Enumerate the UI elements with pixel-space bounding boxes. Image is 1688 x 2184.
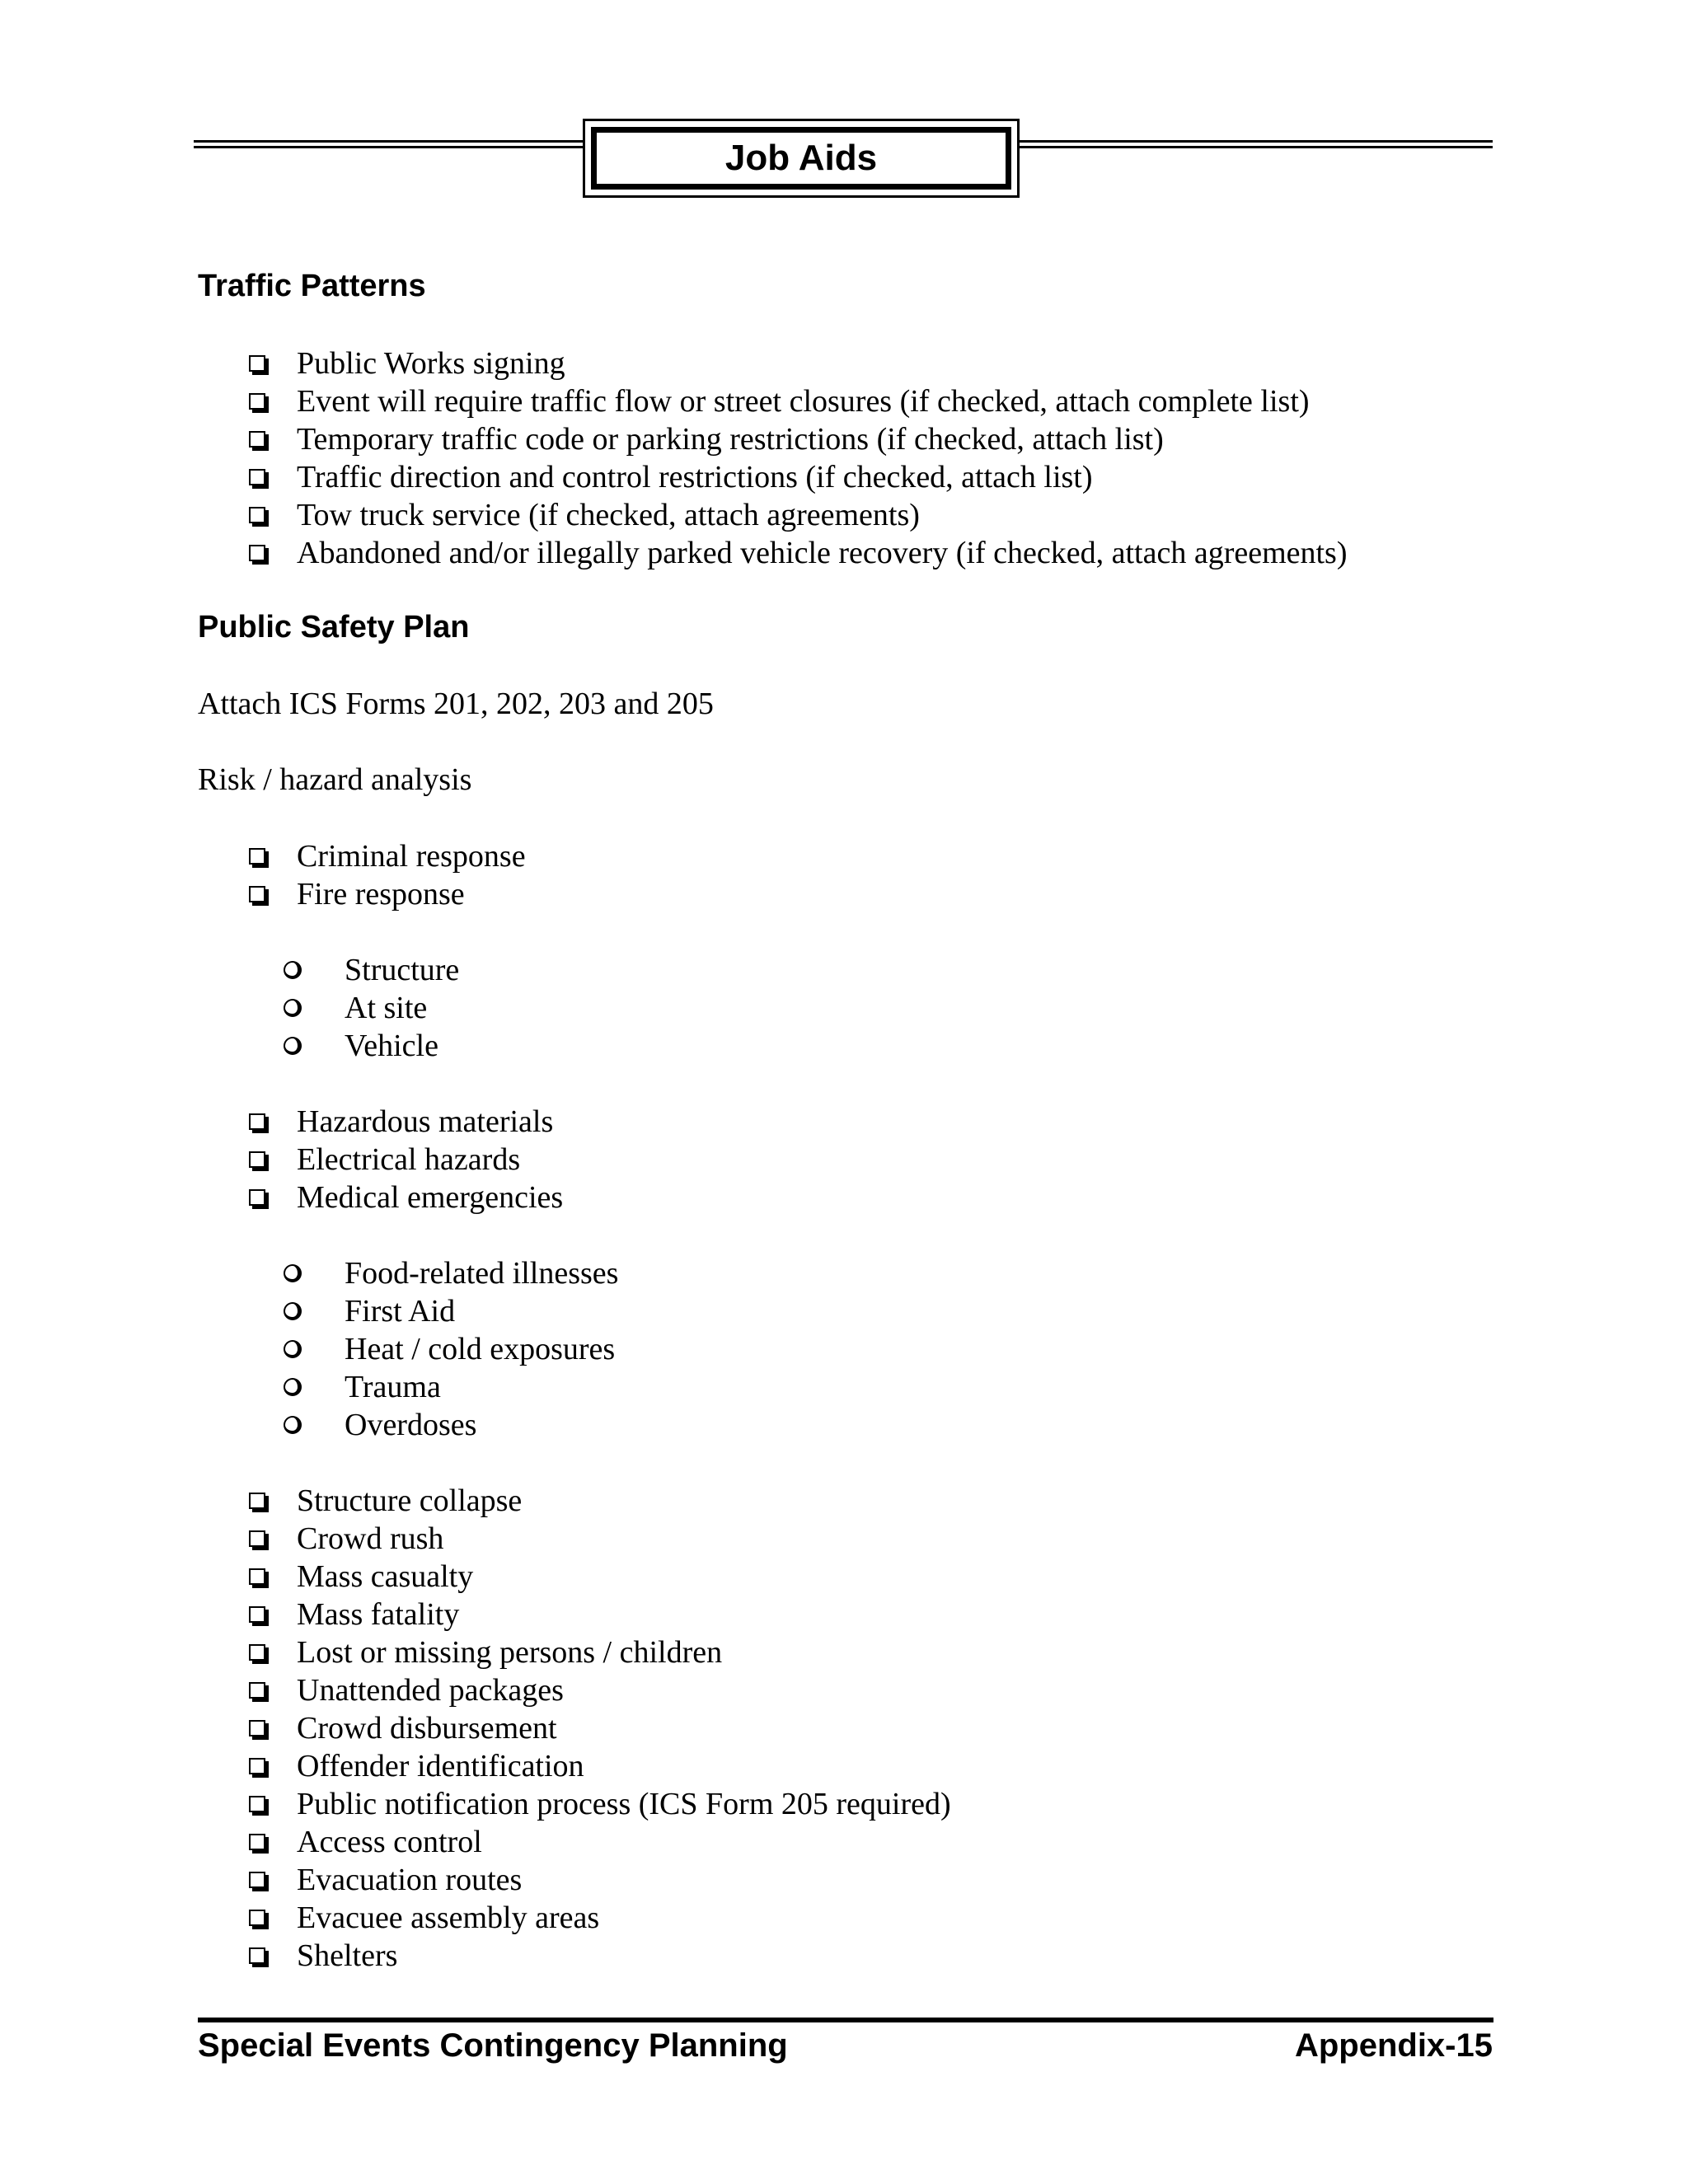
checklist-item bbox=[249, 1596, 951, 1633]
checklist-item-label: Tow truck service (if checked, attach agreements) bbox=[297, 498, 920, 532]
radio-option bbox=[284, 951, 459, 989]
checkbox-icon[interactable] bbox=[249, 507, 297, 523]
risk-checklist-2 bbox=[249, 1103, 563, 1216]
checklist-item bbox=[249, 496, 1348, 534]
checklist-item bbox=[249, 1823, 951, 1861]
checklist-item bbox=[249, 1520, 951, 1558]
radio-icon[interactable] bbox=[284, 1416, 345, 1434]
checklist-item-label: Mass fatality bbox=[297, 1597, 460, 1632]
radio-option bbox=[284, 989, 459, 1027]
radio-option bbox=[284, 1027, 459, 1065]
checklist-item-label: Crowd disbursement bbox=[297, 1711, 557, 1746]
checklist-item bbox=[249, 458, 1348, 496]
title-box bbox=[583, 119, 1020, 198]
page-title: Job Aids bbox=[591, 127, 1011, 190]
checklist-item-label: Crowd rush bbox=[297, 1521, 444, 1556]
radio-option-label: Structure bbox=[345, 953, 460, 987]
checklist-item-label: Mass casualty bbox=[297, 1559, 474, 1594]
checklist-item-label: Evacuation routes bbox=[297, 1863, 523, 1897]
traffic-checklist bbox=[249, 344, 1348, 572]
checkbox-icon[interactable] bbox=[249, 355, 297, 372]
radio-icon[interactable] bbox=[284, 961, 345, 979]
checkbox-icon[interactable] bbox=[249, 1606, 297, 1623]
radio-option bbox=[284, 1330, 618, 1368]
radio-icon[interactable] bbox=[284, 1264, 345, 1282]
checklist-item-label: Public Works signing bbox=[297, 346, 565, 381]
checklist-item-label: Unattended packages bbox=[297, 1673, 564, 1708]
checklist-item-label: Medical emergencies bbox=[297, 1180, 564, 1215]
checklist-item-label: Offender identification bbox=[297, 1749, 584, 1783]
radio-icon[interactable] bbox=[284, 999, 345, 1017]
checklist-item bbox=[249, 1558, 951, 1596]
checklist-item-label: Fire response bbox=[297, 877, 465, 912]
checklist-item bbox=[249, 1785, 951, 1823]
checklist-item-label: Shelters bbox=[297, 1938, 398, 1973]
radio-option-label: Overdoses bbox=[345, 1408, 477, 1442]
fire-sub-options bbox=[284, 951, 459, 1065]
checklist-item-label: Public notification process (ICS Form 205 required) bbox=[297, 1787, 951, 1821]
radio-option-label: At site bbox=[345, 991, 428, 1025]
radio-icon[interactable] bbox=[284, 1340, 345, 1358]
checklist-item bbox=[249, 1861, 951, 1899]
checklist-item-label: Structure collapse bbox=[297, 1483, 523, 1518]
checkbox-icon[interactable] bbox=[249, 1644, 297, 1661]
radio-icon[interactable] bbox=[284, 1037, 345, 1055]
checkbox-icon[interactable] bbox=[249, 431, 297, 448]
radio-icon[interactable] bbox=[284, 1302, 345, 1320]
checklist-item-label: Hazardous materials bbox=[297, 1104, 554, 1139]
checkbox-icon[interactable] bbox=[249, 545, 297, 561]
checklist-item bbox=[249, 1937, 951, 1975]
checkbox-icon[interactable] bbox=[249, 1834, 297, 1850]
public-safety-heading: Public Safety Plan bbox=[198, 610, 470, 644]
checklist-item-label: Traffic direction and control restrictions (if checked, attach list) bbox=[297, 460, 1093, 494]
checkbox-icon[interactable] bbox=[249, 1493, 297, 1509]
radio-option bbox=[284, 1406, 618, 1444]
footer-rule bbox=[198, 2018, 1493, 2022]
risk-checklist-1 bbox=[249, 837, 526, 913]
medical-sub-options bbox=[284, 1254, 618, 1444]
checklist-item bbox=[249, 382, 1348, 420]
checkbox-icon[interactable] bbox=[249, 1568, 297, 1585]
checklist-item bbox=[249, 1709, 951, 1747]
checklist-item bbox=[249, 1141, 563, 1179]
checklist-item-label: Evacuee assembly areas bbox=[297, 1900, 600, 1935]
risk-checklist-3 bbox=[249, 1482, 951, 1975]
checklist-item-label: Abandoned and/or illegally parked vehicle recovery (if checked, attach agreements) bbox=[297, 536, 1348, 570]
checkbox-icon[interactable] bbox=[249, 1910, 297, 1926]
checkbox-icon[interactable] bbox=[249, 1151, 297, 1168]
checklist-item bbox=[249, 837, 526, 875]
checklist-item-label: Temporary traffic code or parking restrictions (if checked, attach list) bbox=[297, 422, 1164, 457]
checklist-item bbox=[249, 1899, 951, 1937]
radio-option-label: First Aid bbox=[345, 1294, 456, 1329]
header-rule-left bbox=[194, 140, 583, 148]
checklist-item-label: Criminal response bbox=[297, 839, 526, 874]
checklist-item-label: Lost or missing persons / children bbox=[297, 1635, 723, 1670]
header-rule-right bbox=[1019, 140, 1493, 148]
checklist-item bbox=[249, 1103, 563, 1141]
radio-option-label: Trauma bbox=[345, 1370, 441, 1404]
radio-option bbox=[284, 1292, 618, 1330]
checkbox-icon[interactable] bbox=[249, 1758, 297, 1774]
checklist-item bbox=[249, 344, 1348, 382]
checkbox-icon[interactable] bbox=[249, 886, 297, 902]
checkbox-icon[interactable] bbox=[249, 1720, 297, 1736]
checklist-item-label: Access control bbox=[297, 1825, 482, 1859]
checkbox-icon[interactable] bbox=[249, 1796, 297, 1812]
checklist-item bbox=[249, 1179, 563, 1216]
radio-option-label: Vehicle bbox=[345, 1029, 438, 1063]
attach-forms-text: Attach ICS Forms 201, 202, 203 and 205 bbox=[198, 687, 714, 721]
checklist-item bbox=[249, 1747, 951, 1785]
checkbox-icon[interactable] bbox=[249, 1530, 297, 1547]
radio-option-label: Heat / cold exposures bbox=[345, 1332, 616, 1366]
radio-option-label: Food-related illnesses bbox=[345, 1256, 619, 1291]
radio-option bbox=[284, 1368, 618, 1406]
footer-page-number: Appendix-15 bbox=[1294, 2027, 1493, 2064]
radio-option bbox=[284, 1254, 618, 1292]
traffic-patterns-heading: Traffic Patterns bbox=[198, 269, 426, 303]
checkbox-icon[interactable] bbox=[249, 848, 297, 865]
checklist-item bbox=[249, 1633, 951, 1671]
risk-analysis-text: Risk / hazard analysis bbox=[198, 762, 472, 797]
checkbox-icon[interactable] bbox=[249, 393, 297, 410]
checklist-item bbox=[249, 420, 1348, 458]
checkbox-icon[interactable] bbox=[249, 1113, 297, 1130]
checklist-item-label: Electrical hazards bbox=[297, 1142, 521, 1177]
footer-document-title: Special Events Contingency Planning bbox=[198, 2027, 788, 2064]
checkbox-icon[interactable] bbox=[249, 1872, 297, 1888]
checklist-item bbox=[249, 1671, 951, 1709]
checkbox-icon[interactable] bbox=[249, 469, 297, 485]
checklist-item bbox=[249, 534, 1348, 572]
checklist-item-label: Event will require traffic flow or street closures (if checked, attach complete list) bbox=[297, 384, 1310, 419]
checkbox-icon[interactable] bbox=[249, 1682, 297, 1699]
checkbox-icon[interactable] bbox=[249, 1189, 297, 1206]
checklist-item bbox=[249, 875, 526, 913]
radio-icon[interactable] bbox=[284, 1378, 345, 1396]
checklist-item bbox=[249, 1482, 951, 1520]
checkbox-icon[interactable] bbox=[249, 1947, 297, 1964]
